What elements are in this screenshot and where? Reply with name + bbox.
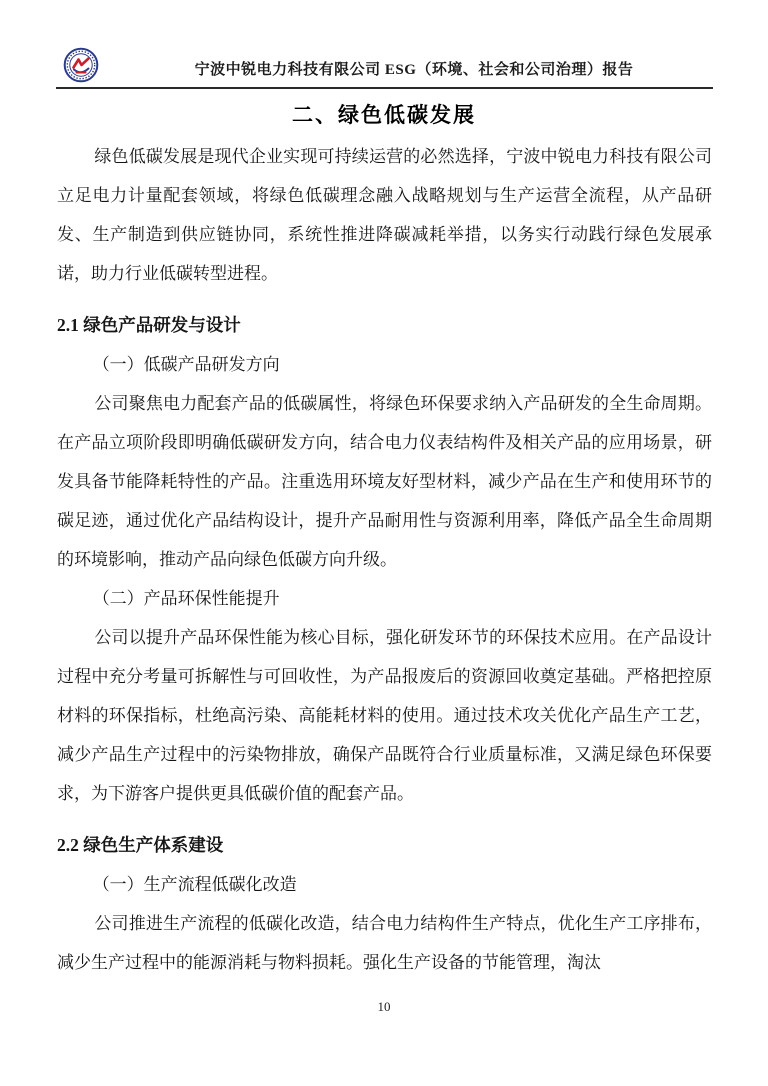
document-blocks [57,137,712,982]
report-header-title: 宁波中锐电力科技有限公司 ESG（环境、社会和公司治理）报告 [194,62,634,78]
chapter-title: 二、绿色低碳发展 [292,103,476,127]
paragraph: 公司聚焦电力配套产品的低碳属性，将绿色环保要求纳入产品研发的全生命周期。在产品立项阶段即明确低碳研发方向，结合电力仪表结构件及相关产品的应用场景，研发具备节能降耗特性的产品。注重选用环境友好型材料，减少产品在生产和使用环节的碳足迹，通过优化产品结构设计，提升产品耐用性与资源利用率，降低产品全生命周期的环境影响，推动产品向绿色低碳方向升级。 [57,394,712,569]
section-heading: 2.1 绿色产品研发与设计 [57,315,241,335]
header-divider-rule [56,87,713,89]
page-number: 10 [377,999,391,1014]
company-seal-logo-icon [63,47,99,85]
paragraph: 公司推进生产流程的低碳化改造，结合电力结构件生产特点，优化生产工序排布，减少生产过程中的能源消耗与物料损耗。强化生产设备的节能管理，淘汰 [57,914,712,972]
section-heading: 2.2 绿色生产体系建设 [57,835,224,855]
section-heading: （二）产品环保性能提升 [92,589,280,608]
section-heading: （一）低碳产品研发方向 [92,355,280,374]
paragraph: 绿色低碳发展是现代企业实现可持续运营的必然选择，宁波中锐电力科技有限公司立足电力计量配套领域，将绿色低碳理念融入战略规划与生产运营全流程，从产品研发、生产制造到供应链协同，系统性推进降碳减耗举措，以务实行动践行绿色发展承诺，助力行业低碳转型进程。 [57,147,712,283]
section-heading: （一）生产流程低碳化改造 [92,875,297,894]
paragraph: 公司以提升产品环保性能为核心目标，强化研发环节的环保技术应用。在产品设计过程中充分考量可拆解性与可回收性，为产品报废后的资源回收奠定基础。严格把控原材料的环保指标，杜绝高污染、高能耗材料的使用。通过技术攻关优化产品生产工艺，减少产品生产过程中的污染物排放，确保产品既符合行业质量标准，又满足绿色环保要求，为下游客户提供更具低碳价值的配套产品。 [57,628,712,803]
